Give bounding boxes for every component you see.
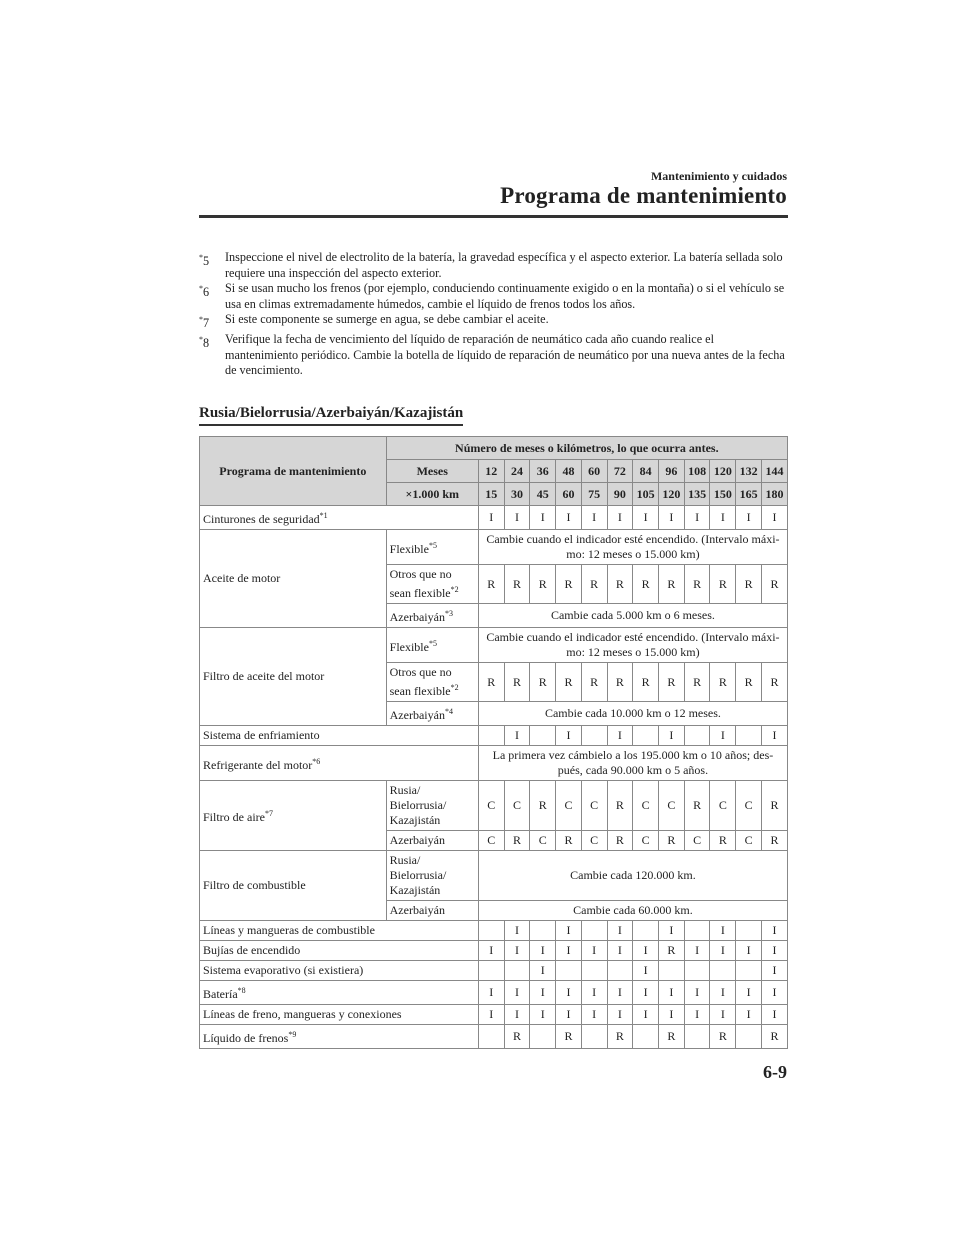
schedule-cell (684, 921, 710, 941)
km-value: 15 (478, 483, 504, 506)
schedule-cell: I (478, 1005, 504, 1025)
footnote-ref: *6 (312, 756, 321, 766)
schedule-cell: I (504, 921, 530, 941)
variant-label: Otros que no sean flexible$^{*2}$ (386, 663, 478, 702)
month-value: 72 (607, 460, 633, 483)
variant-label: Rusia/ Bielorrusia/ Kazajistán (386, 781, 478, 831)
schedule-cell: R (710, 663, 736, 702)
schedule-cell: I (761, 726, 787, 746)
chapter-title: Mantenimiento y cuidados (650, 169, 787, 183)
schedule-cell: C (633, 831, 659, 851)
schedule-cell: C (581, 831, 607, 851)
schedule-cell: R (478, 663, 504, 702)
schedule-cell: C (659, 781, 685, 831)
schedule-cell (556, 961, 582, 981)
schedule-cell: I (607, 941, 633, 961)
schedule-cell: R (504, 831, 530, 851)
schedule-cell: I (607, 506, 633, 530)
schedule-cell: I (736, 1005, 762, 1025)
schedule-cell: C (684, 831, 710, 851)
schedule-cell: R (684, 663, 710, 702)
km-value: 135 (684, 483, 710, 506)
schedule-cell: I (556, 921, 582, 941)
schedule-cell: I (478, 981, 504, 1005)
schedule-cell: I (556, 726, 582, 746)
schedule-cell: C (504, 781, 530, 831)
month-value: 12 (478, 460, 504, 483)
footnote-ref: *2 (450, 683, 459, 692)
item-label: Líneas y mangueras de combustible (200, 921, 479, 941)
footnote-text: Si se usan mucho los frenos (por ejemplo, conduciendo continuamente exigido o en la montaña) o si el vehículo se usa en climas extremadamente húmedos, cambie el líquido de frenos todos los años. (225, 281, 785, 311)
schedule-note: Cambie cada 60.000 km. (478, 901, 787, 921)
schedule-cell: I (710, 506, 736, 530)
schedule-cell: I (556, 506, 582, 530)
schedule-cell: R (633, 565, 659, 604)
schedule-cell: R (710, 565, 736, 604)
schedule-cell: I (607, 726, 633, 746)
km-label: ×1.000 km (386, 483, 478, 506)
schedule-cell: R (710, 831, 736, 851)
schedule-cell: R (530, 663, 556, 702)
schedule-cell: I (556, 941, 582, 961)
schedule-cell: R (761, 831, 787, 851)
schedule-cell: R (556, 565, 582, 604)
schedule-cell: C (581, 781, 607, 831)
schedule-cell: R (761, 781, 787, 831)
schedule-cell: R (607, 831, 633, 851)
month-value: 120 (710, 460, 736, 483)
schedule-cell (530, 1025, 556, 1049)
schedule-cell: I (761, 1005, 787, 1025)
schedule-cell: C (556, 781, 582, 831)
schedule-cell: C (633, 781, 659, 831)
schedule-cell: R (736, 565, 762, 604)
schedule-cell (736, 921, 762, 941)
schedule-cell: I (659, 1005, 685, 1025)
row-fuel-filter (200, 851, 788, 901)
month-value: 24 (504, 460, 530, 483)
km-value: 120 (659, 483, 685, 506)
schedule-cell: I (761, 506, 787, 530)
schedule-cell: I (607, 1005, 633, 1025)
schedule-cell: C (530, 831, 556, 851)
schedule-cell: I (659, 921, 685, 941)
km-value: 45 (530, 483, 556, 506)
schedule-cell: I (659, 506, 685, 530)
schedule-cell: R (684, 565, 710, 604)
schedule-cell: I (530, 1005, 556, 1025)
km-value: 75 (581, 483, 607, 506)
schedule-cell (684, 726, 710, 746)
table-header-row (200, 437, 788, 460)
schedule-note: La primera vez cámbielo a los 195.000 km o 10 años; des-pués, cada 90.000 km o 5 años. (478, 746, 787, 781)
schedule-cell: I (736, 941, 762, 961)
schedule-cell (633, 921, 659, 941)
schedule-cell: I (478, 506, 504, 530)
footnote-ref: *5 (428, 638, 437, 648)
schedule-cell: I (530, 941, 556, 961)
item-label: Filtro de combustible (200, 851, 387, 921)
schedule-cell: I (684, 506, 710, 530)
header-rule (199, 215, 788, 218)
schedule-cell: C (736, 781, 762, 831)
item-label: Aceite de motor (200, 530, 387, 628)
schedule-cell: I (761, 921, 787, 941)
row-engine-oil (200, 530, 788, 565)
schedule-cell: I (761, 981, 787, 1005)
km-value: 105 (633, 483, 659, 506)
schedule-cell: I (504, 941, 530, 961)
schedule-cell (530, 726, 556, 746)
variant-label: Azerbaiyán$^{*3}$ (386, 604, 478, 628)
schedule-cell: R (607, 781, 633, 831)
schedule-cell: I (710, 941, 736, 961)
schedule-cell (736, 1025, 762, 1049)
schedule-cell: R (659, 565, 685, 604)
variant-label: Otros que no sean flexible$^{*2}$ (386, 565, 478, 604)
schedule-cell: I (633, 961, 659, 981)
schedule-cell: I (556, 981, 582, 1005)
maintenance-table (199, 436, 788, 1049)
item-label: Filtro de aire$^{*7}$ (200, 781, 387, 851)
schedule-cell: R (761, 1025, 787, 1049)
schedule-cell: R (556, 663, 582, 702)
km-value: 30 (504, 483, 530, 506)
footnote-ref: *8 (237, 986, 246, 995)
schedule-cell: I (556, 1005, 582, 1025)
schedule-cell: I (684, 941, 710, 961)
schedule-cell: R (530, 565, 556, 604)
schedule-cell: R (556, 831, 582, 851)
item-label: Batería$^{*8}$ (200, 981, 479, 1005)
schedule-cell: I (581, 1005, 607, 1025)
schedule-cell: R (607, 565, 633, 604)
item-label: Bujías de encendido (200, 941, 479, 961)
row-battery (200, 981, 788, 1005)
footnote-text: Verifique la fecha de vencimiento del líquido de reparación de neumático cada año cuando realice el mantenimiento periódico. Cambie la botella de líquido de reparación de neumático por una nueva antes de la fecha de vencimiento. (225, 332, 785, 378)
schedule-cell: R (736, 663, 762, 702)
footnote-text: Inspeccione el nivel de electrolito de la batería, la gravedad específica y el aspecto exterior. La batería sellada solo requiere una inspección del aspecto exterior. (225, 250, 783, 280)
schedule-cell: R (710, 1025, 736, 1049)
schedule-cell (478, 1025, 504, 1049)
month-value: 96 (659, 460, 685, 483)
variant-label: Flexible$^{*5}$ (386, 530, 478, 565)
schedule-cell: I (633, 941, 659, 961)
schedule-cell: C (710, 781, 736, 831)
schedule-cell: R (607, 1025, 633, 1049)
month-value: 48 (556, 460, 582, 483)
schedule-cell: I (478, 941, 504, 961)
footnote-ref: *9 (288, 1030, 297, 1039)
month-value: 144 (761, 460, 787, 483)
schedule-cell: I (581, 506, 607, 530)
item-label: Cinturones de seguridad$^{*1}$ (200, 506, 479, 530)
row-cooling (200, 726, 788, 746)
schedule-cell: I (633, 981, 659, 1005)
schedule-cell (581, 1025, 607, 1049)
schedule-cell (478, 921, 504, 941)
schedule-cell: C (478, 831, 504, 851)
schedule-cell: I (710, 981, 736, 1005)
schedule-cell: R (504, 1025, 530, 1049)
schedule-cell: I (761, 941, 787, 961)
footnote: *6 Si se usan mucho los frenos (por ejemplo, conduciendo continuamente exigido o en la montaña) o si el vehículo se usa en climas extremadamente húmedos, cambie el líquido de frenos todos los años. (199, 281, 789, 312)
schedule-note: Cambie cuando el indicador esté encendido. (Intervalo máxi-mo: 12 meses o 15.000 km) (478, 530, 787, 565)
month-value: 132 (736, 460, 762, 483)
schedule-cell: R (761, 565, 787, 604)
schedule-cell: I (710, 726, 736, 746)
item-label: Sistema evaporativo (si existiera) (200, 961, 479, 981)
km-value: 150 (710, 483, 736, 506)
schedule-cell: R (530, 781, 556, 831)
schedule-cell: I (530, 981, 556, 1005)
item-label: Sistema de enfriamiento (200, 726, 479, 746)
schedule-cell: I (736, 981, 762, 1005)
schedule-cell: C (736, 831, 762, 851)
schedule-cell: R (607, 663, 633, 702)
section-title: Rusia/Bielorrusia/Azerbaiyán/Kazajistán (199, 405, 463, 426)
col-group-header: Número de meses o kilómetros, lo que ocurra antes. (386, 437, 787, 460)
months-label: Meses (386, 460, 478, 483)
schedule-cell: R (581, 565, 607, 604)
km-value: 165 (736, 483, 762, 506)
schedule-cell: I (530, 961, 556, 981)
schedule-cell: R (659, 663, 685, 702)
schedule-cell (659, 961, 685, 981)
schedule-cell: I (504, 981, 530, 1005)
schedule-cell: I (607, 921, 633, 941)
schedule-cell: R (659, 941, 685, 961)
row-air-filter (200, 781, 788, 831)
schedule-cell: C (478, 781, 504, 831)
km-value: 180 (761, 483, 787, 506)
schedule-cell (736, 726, 762, 746)
variant-label: Azerbaiyán (386, 831, 478, 851)
row-spark-plugs (200, 941, 788, 961)
footnote-ref: *5 (428, 540, 437, 550)
schedule-cell (684, 961, 710, 981)
schedule-note: Cambie cada 10.000 km o 12 meses. (478, 702, 787, 726)
footnote-ref: *4 (444, 707, 453, 716)
variant-label: Flexible$^{*5}$ (386, 628, 478, 663)
variant-label: Rusia/ Bielorrusia/ Kazajistán (386, 851, 478, 901)
month-value: 84 (633, 460, 659, 483)
schedule-cell: R (684, 781, 710, 831)
schedule-cell: I (504, 506, 530, 530)
schedule-cell: R (659, 1025, 685, 1049)
schedule-cell: I (659, 981, 685, 1005)
km-value: 90 (607, 483, 633, 506)
schedule-cell: I (581, 941, 607, 961)
schedule-cell (684, 1025, 710, 1049)
schedule-cell: I (504, 726, 530, 746)
row-fuel-lines (200, 921, 788, 941)
schedule-cell: I (684, 1005, 710, 1025)
schedule-cell (736, 961, 762, 981)
page-number: 6-9 (763, 1062, 787, 1082)
row-seatbelts (200, 506, 788, 530)
footnote: *7 Si este componente se sumerge en agua, se debe cambiar el aceite. (199, 312, 789, 332)
schedule-cell: R (504, 565, 530, 604)
variant-label: Azerbaiyán$^{*4}$ (386, 702, 478, 726)
schedule-cell: R (581, 663, 607, 702)
schedule-cell: R (761, 663, 787, 702)
schedule-cell (633, 1025, 659, 1049)
schedule-cell (478, 961, 504, 981)
schedule-cell: I (504, 1005, 530, 1025)
schedule-cell: R (504, 663, 530, 702)
schedule-note: Cambie cada 5.000 km o 6 meses. (478, 604, 787, 628)
schedule-cell: I (736, 506, 762, 530)
schedule-cell (581, 726, 607, 746)
month-value: 36 (530, 460, 556, 483)
footnote: *8 Verifique la fecha de vencimiento del líquido de reparación de neumático cada año cuando realice el mantenimiento periódico. Cambie la botella de líquido de reparación de neumático por una nueva antes de la fecha de vencimiento. (199, 332, 789, 379)
schedule-cell (607, 961, 633, 981)
row-brake-fluid (200, 1025, 788, 1049)
footnote-ref: *7 (264, 809, 273, 818)
schedule-cell: I (633, 506, 659, 530)
schedule-cell: I (761, 961, 787, 981)
item-label: Líquido de frenos$^{*9}$ (200, 1025, 479, 1049)
schedule-cell: R (478, 565, 504, 604)
schedule-cell (581, 921, 607, 941)
item-label: Refrigerante del motor$^{*6}$ (200, 746, 479, 781)
schedule-cell (504, 961, 530, 981)
schedule-cell: I (633, 1005, 659, 1025)
schedule-note: Cambie cada 120.000 km. (478, 851, 787, 901)
schedule-cell: I (581, 981, 607, 1005)
schedule-cell: I (710, 1005, 736, 1025)
variant-label: Azerbaiyán (386, 901, 478, 921)
schedule-cell: I (607, 981, 633, 1005)
row-coolant (200, 746, 788, 781)
item-label: Filtro de aceite del motor (200, 628, 387, 726)
schedule-cell: R (659, 831, 685, 851)
month-value: 108 (684, 460, 710, 483)
item-label: Líneas de freno, mangueras y conexiones (200, 1005, 479, 1025)
row-oil-filter (200, 628, 788, 663)
km-value: 60 (556, 483, 582, 506)
schedule-cell: I (710, 921, 736, 941)
month-value: 60 (581, 460, 607, 483)
schedule-cell (581, 961, 607, 981)
footnotes (199, 250, 789, 379)
footnote: *5 Inspeccione el nivel de electrolito de la batería, la gravedad específica y el aspecto exterior. La batería sellada solo requiere una inspección del aspecto exterior. (199, 250, 789, 281)
footnote-text: Si este componente se sumerge en agua, se debe cambiar el aceite. (225, 312, 549, 327)
schedule-cell (710, 961, 736, 981)
schedule-cell (633, 726, 659, 746)
footnote-ref: *2 (450, 585, 459, 594)
footnote-ref: *1 (319, 511, 328, 520)
schedule-cell: I (659, 726, 685, 746)
row-evap (200, 961, 788, 981)
footnote-ref: *3 (444, 609, 453, 618)
schedule-cell (530, 921, 556, 941)
row-brake-lines (200, 1005, 788, 1025)
schedule-cell: R (556, 1025, 582, 1049)
schedule-note: Cambie cuando el indicador esté encendido. (Intervalo máxi-mo: 12 meses o 15.000 km) (478, 628, 787, 663)
schedule-cell: I (684, 981, 710, 1005)
page-title: Programa de mantenimiento (500, 183, 787, 208)
schedule-cell: I (530, 506, 556, 530)
schedule-cell: R (633, 663, 659, 702)
col-program-header: Programa de mantenimiento (200, 437, 387, 506)
schedule-cell (478, 726, 504, 746)
